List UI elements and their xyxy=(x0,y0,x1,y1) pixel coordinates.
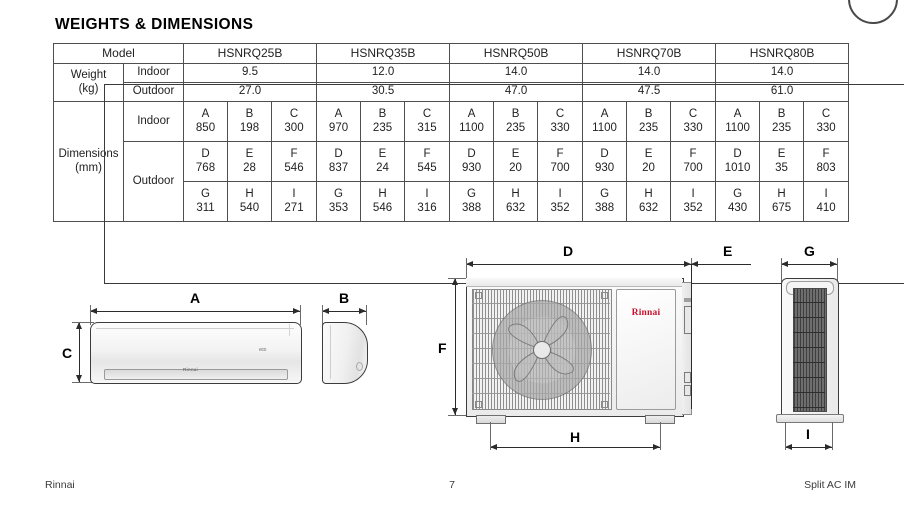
outdoor-brand-logo: Rinnai xyxy=(631,308,661,318)
outdoor-top-depth-ext-right xyxy=(832,422,833,450)
outdoor-depth-vertical-ref xyxy=(691,264,692,409)
outdoor-drain-port-icon xyxy=(684,385,691,396)
dim-outdoor-def-1-E: E 24 xyxy=(361,142,405,182)
outdoor-height-label-f: F xyxy=(438,340,447,356)
outdoor-top-width-dimline xyxy=(781,264,837,265)
outdoor-unit-top-cover xyxy=(466,278,682,287)
page-corner-arc-artifact xyxy=(848,0,898,24)
outdoor-width-ext-left xyxy=(466,258,467,280)
dim-outdoor-def-0-E: E 28 xyxy=(228,142,272,182)
indoor-depth-label-b: B xyxy=(339,290,350,306)
dim-outdoor-ghi-1-H: H 546 xyxy=(361,182,405,222)
model-cell-1: HSNRQ35B xyxy=(317,44,450,64)
model-cell-4: HSNRQ80B xyxy=(716,44,849,64)
dim-indoor-3-C: C 330 xyxy=(671,102,716,142)
dim-outdoor-ghi-4-I: I 410 xyxy=(804,182,849,222)
footer-page-number: 7 xyxy=(449,479,455,491)
dimensions-indoor-label: Indoor xyxy=(124,102,184,142)
indoor-depth-ext-right xyxy=(366,305,367,325)
dim-outdoor-ghi-0-H: H 540 xyxy=(228,182,272,222)
dim-indoor-1-A: A 970 xyxy=(317,102,361,142)
dim-outdoor-def-0-F: F 546 xyxy=(272,142,317,182)
weight-indoor-2: 14.0 xyxy=(450,64,583,83)
weight-outdoor-2: 47.0 xyxy=(450,83,583,102)
dim-outdoor-def-2-E: E 20 xyxy=(494,142,538,182)
outdoor-top-width-arrow-left xyxy=(781,261,788,267)
dim-indoor-0-B: B 198 xyxy=(228,102,272,142)
indoor-width-label-a: A xyxy=(190,290,201,306)
dimensions-indoor-row xyxy=(54,102,849,142)
outdoor-height-arrow-up xyxy=(452,278,458,285)
dim-outdoor-ghi-3-G: G 388 xyxy=(583,182,627,222)
dim-outdoor-def-3-E: E 20 xyxy=(627,142,671,182)
outdoor-depth-arrow-left xyxy=(691,261,698,267)
indoor-height-dimline xyxy=(79,322,80,382)
dim-indoor-0-C: C 300 xyxy=(272,102,317,142)
dim-indoor-1-C: C 315 xyxy=(405,102,450,142)
weight-indoor-row xyxy=(54,64,849,83)
outdoor-feet-arrow-left xyxy=(490,444,497,450)
weight-outdoor-3: 47.5 xyxy=(583,83,716,102)
outdoor-depth-label-e: E xyxy=(723,243,733,259)
dim-indoor-4-C: C 330 xyxy=(804,102,849,142)
dim-outdoor-ghi-2-H: H 632 xyxy=(494,182,538,222)
outdoor-unit-fan-hub xyxy=(533,341,551,359)
outdoor-feet-arrow-right xyxy=(653,444,660,450)
weight-outdoor-label: Outdoor xyxy=(124,83,184,102)
dim-indoor-4-A: A 1100 xyxy=(716,102,760,142)
outdoor-grille-screw-tr-icon xyxy=(601,292,608,299)
outdoor-feet-ext-left xyxy=(490,422,491,450)
indoor-width-dimline xyxy=(90,311,300,312)
outdoor-grille-screw-bl-icon xyxy=(475,401,482,408)
weight-indoor-4: 14.0 xyxy=(716,64,849,83)
outdoor-grille-screw-tl-icon xyxy=(475,292,482,299)
outdoor-top-depth-arrow-left xyxy=(785,444,792,450)
dim-outdoor-def-3-D: D 930 xyxy=(583,142,627,182)
dimensions-outdoor-def-row xyxy=(54,142,849,182)
dim-outdoor-def-4-E: E 35 xyxy=(760,142,804,182)
outdoor-height-dimline xyxy=(455,278,456,415)
weight-label: Weight xyxy=(70,69,107,82)
indoor-side-detail-icon xyxy=(356,362,363,371)
dim-indoor-4-B: B 235 xyxy=(760,102,804,142)
weight-indoor-label: Indoor xyxy=(124,64,184,83)
indoor-height-label-c: C xyxy=(62,345,73,361)
dim-outdoor-ghi-4-G: G 430 xyxy=(716,182,760,222)
dim-indoor-3-A: A 1100 xyxy=(583,102,627,142)
weight-outdoor-0: 27.0 xyxy=(184,83,317,102)
page-title: WEIGHTS & DIMENSIONS xyxy=(55,16,254,33)
dim-outdoor-ghi-1-G: G 353 xyxy=(317,182,361,222)
dim-outdoor-def-1-F: F 545 xyxy=(405,142,450,182)
outdoor-width-arrow-left xyxy=(466,261,473,267)
indoor-depth-arrow-left xyxy=(322,308,329,314)
weights-dimensions-table-wrapper xyxy=(53,43,848,222)
dim-outdoor-def-3-F: F 700 xyxy=(671,142,716,182)
weight-unit: (kg) xyxy=(78,82,99,95)
outdoor-service-valve-icon xyxy=(684,372,691,383)
weight-indoor-0: 9.5 xyxy=(184,64,317,83)
dim-outdoor-ghi-4-H: H 675 xyxy=(760,182,804,222)
outdoor-depth-dimline xyxy=(691,264,751,265)
indoor-width-arrow-left xyxy=(90,308,97,314)
outdoor-width-arrow-right xyxy=(684,261,691,267)
dimensions-unit: (mm) xyxy=(75,161,102,174)
dimensions-label: Dimensions xyxy=(58,148,119,161)
dim-outdoor-def-2-F: F 700 xyxy=(538,142,583,182)
dim-indoor-1-B: B 235 xyxy=(361,102,405,142)
indoor-brand-logo: Rinnai xyxy=(183,367,198,372)
dim-outdoor-def-0-D: D 768 xyxy=(184,142,228,182)
footer-left: Rinnai xyxy=(45,479,75,491)
indoor-side-inner-line xyxy=(330,325,331,379)
outdoor-valve-top-icon xyxy=(684,298,691,302)
dim-outdoor-ghi-3-H: H 632 xyxy=(627,182,671,222)
indoor-eco-badge-icon: eco xyxy=(259,347,267,353)
model-cell-3: HSNRQ70B xyxy=(583,44,716,64)
indoor-unit-seam xyxy=(289,324,290,336)
weight-outdoor-1: 30.5 xyxy=(317,83,450,102)
dim-indoor-3-B: B 235 xyxy=(627,102,671,142)
weight-outdoor-4: 61.0 xyxy=(716,83,849,102)
dim-indoor-2-A: A 1100 xyxy=(450,102,494,142)
outdoor-top-width-label-g: G xyxy=(804,243,815,259)
outdoor-top-width-ext-left xyxy=(781,258,782,282)
model-cell-0: HSNRQ25B xyxy=(184,44,317,64)
indoor-depth-arrow-right xyxy=(359,308,366,314)
dimensions-outdoor-label: Outdoor xyxy=(124,142,184,222)
outdoor-top-depth-arrow-right xyxy=(825,444,832,450)
dim-indoor-2-B: B 235 xyxy=(494,102,538,142)
outdoor-top-view-coil-bars xyxy=(793,288,825,410)
dim-outdoor-def-4-D: D 1010 xyxy=(716,142,760,182)
weights-dimensions-table xyxy=(53,43,849,222)
weight-indoor-3: 14.0 xyxy=(583,64,716,83)
dim-outdoor-def-1-D: D 837 xyxy=(317,142,361,182)
outdoor-top-depth-label-i: I xyxy=(806,426,810,442)
outdoor-top-width-ext-right xyxy=(837,258,838,282)
table-header-row xyxy=(54,44,849,64)
outdoor-unit-foot-left xyxy=(476,415,506,424)
dim-outdoor-ghi-2-G: G 388 xyxy=(450,182,494,222)
dim-outdoor-def-4-F: F 803 xyxy=(804,142,849,182)
dim-outdoor-ghi-2-I: I 352 xyxy=(538,182,583,222)
indoor-width-arrow-right xyxy=(293,308,300,314)
outdoor-width-label-d: D xyxy=(563,243,574,259)
dim-outdoor-ghi-0-I: I 271 xyxy=(272,182,317,222)
outdoor-feet-label-h: H xyxy=(570,429,581,445)
dim-outdoor-def-2-D: D 930 xyxy=(450,142,494,182)
indoor-unit-side-view xyxy=(322,322,368,384)
indoor-width-ext-right xyxy=(300,305,301,325)
outdoor-grille-screw-br-icon xyxy=(601,401,608,408)
dim-outdoor-ghi-3-I: I 352 xyxy=(671,182,716,222)
indoor-height-ext-top xyxy=(72,322,94,323)
weight-outdoor-row xyxy=(54,83,849,102)
dim-outdoor-ghi-0-G: G 311 xyxy=(184,182,228,222)
dimensions-label-cell xyxy=(54,102,124,222)
footer-right: Split AC IM xyxy=(804,479,856,491)
outdoor-top-depth-ext-left xyxy=(785,422,786,450)
model-cell-2: HSNRQ50B xyxy=(450,44,583,64)
dim-indoor-2-C: C 330 xyxy=(538,102,583,142)
dim-outdoor-ghi-1-I: I 316 xyxy=(405,182,450,222)
outdoor-feet-ext-right xyxy=(660,422,661,450)
outdoor-height-arrow-down xyxy=(452,408,458,415)
outdoor-width-dimline xyxy=(466,264,691,265)
indoor-height-arrow-down xyxy=(76,375,82,382)
model-header-cell: Model xyxy=(54,44,184,64)
indoor-height-arrow-up xyxy=(76,322,82,329)
weight-indoor-1: 12.0 xyxy=(317,64,450,83)
outdoor-feet-dimline xyxy=(490,447,660,448)
outdoor-top-view-base-plate xyxy=(776,414,844,423)
dim-indoor-0-A: A 850 xyxy=(184,102,228,142)
indoor-unit-top-panel xyxy=(96,323,294,329)
outdoor-top-width-arrow-right xyxy=(830,261,837,267)
weight-label-cell xyxy=(54,64,124,102)
